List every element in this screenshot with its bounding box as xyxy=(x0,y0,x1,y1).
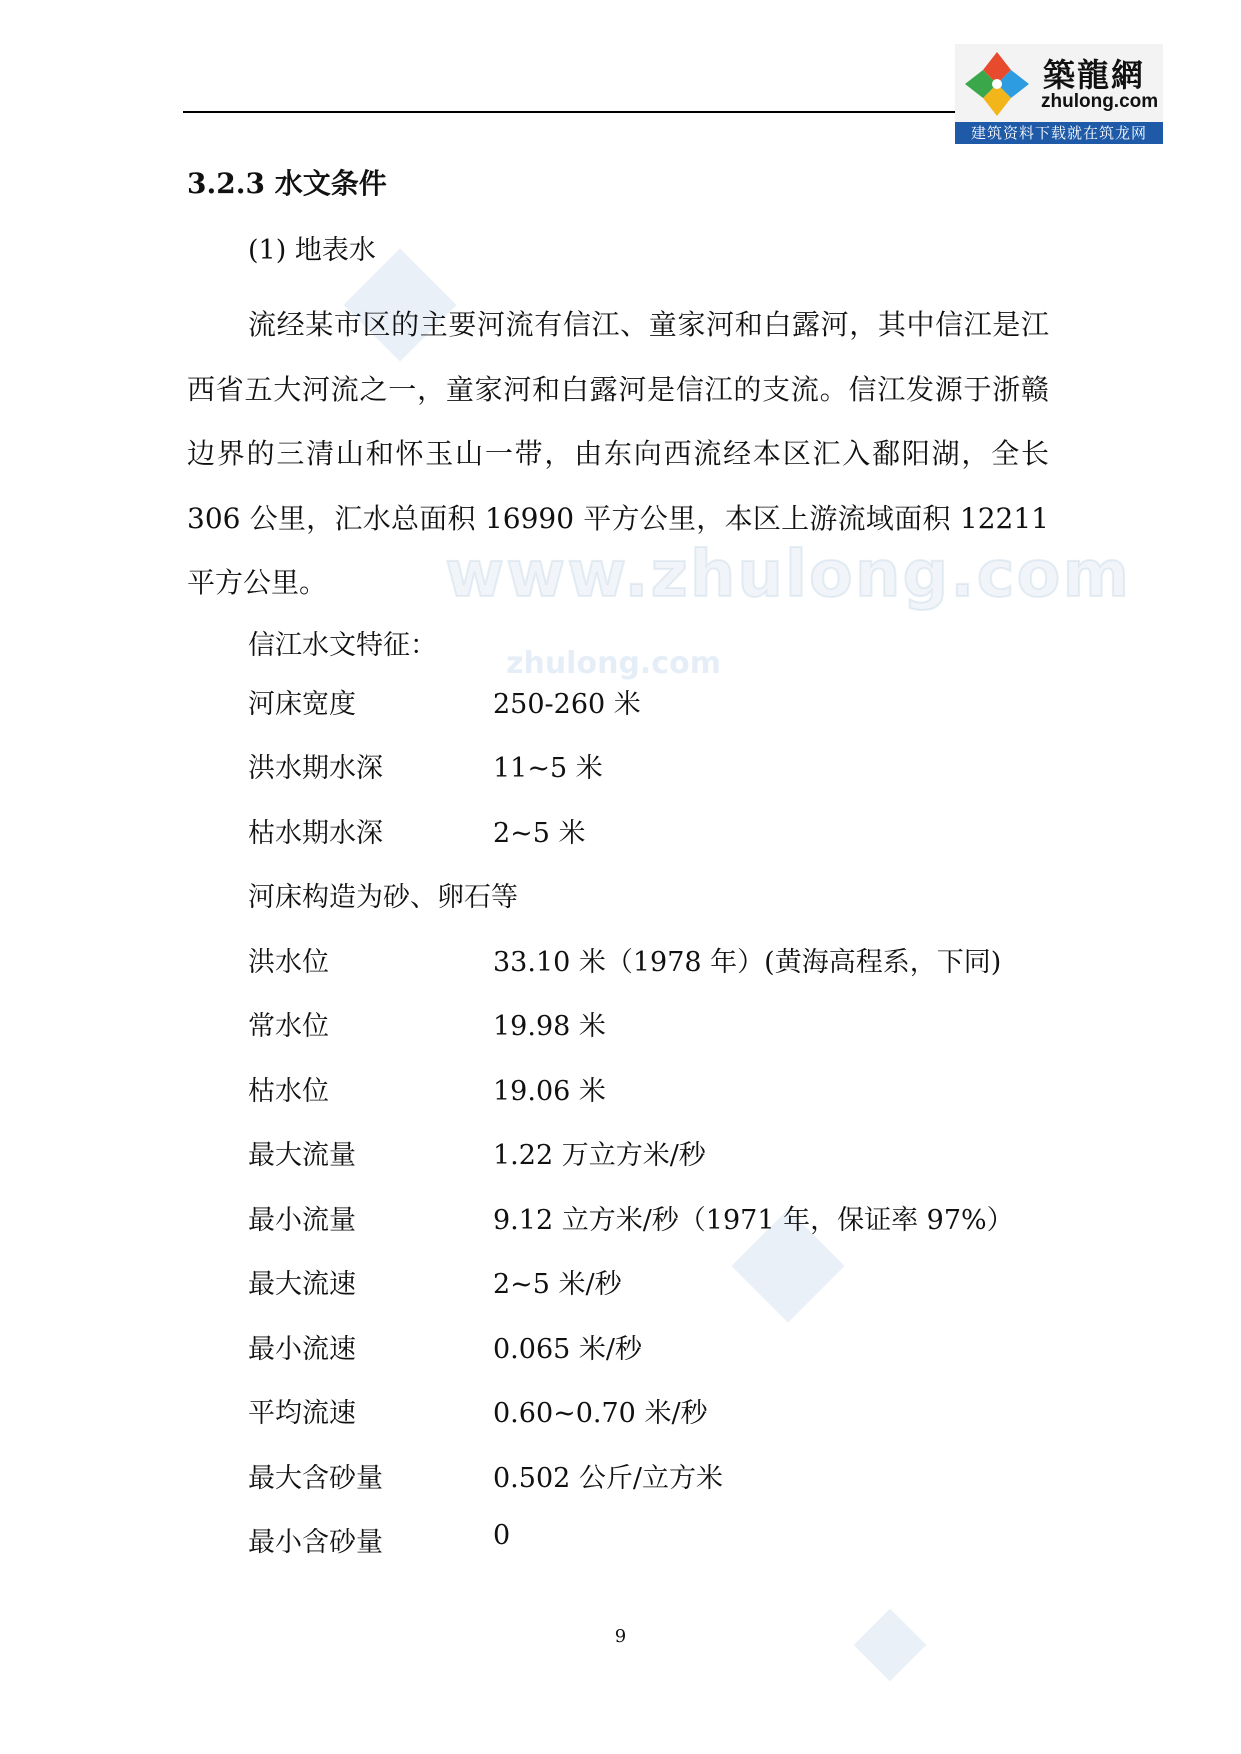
property-value: 9.12 立方米/秒（1971 年，保证率 97%） xyxy=(493,1205,1014,1236)
property-label: 河床宽度 xyxy=(248,689,356,720)
logo-box xyxy=(955,44,1163,122)
property-label: 平均流速 xyxy=(248,1398,356,1429)
property-label: 最大流量 xyxy=(248,1140,356,1171)
property-value: 2~5 米/秒 xyxy=(493,1269,622,1300)
property-value: 0.502 公斤/立方米 xyxy=(493,1463,723,1494)
watermark-url: www.zhulong.com xyxy=(445,538,1132,612)
header-rule xyxy=(183,111,963,113)
property-label: 洪水期水深 xyxy=(248,753,383,784)
property-label: 常水位 xyxy=(248,1011,329,1042)
property-value: 33.10 米（1978 年）(黄海高程系，下同) xyxy=(493,947,1002,978)
logo-domain: zhulong.com xyxy=(1041,91,1159,112)
watermark-url-small: zhulong.com xyxy=(506,646,721,681)
property-label: 最大含砂量 xyxy=(248,1463,383,1494)
body-paragraph xyxy=(187,293,1049,616)
zhulong-logo xyxy=(955,44,1163,144)
subsection-heading: (1) 地表水 xyxy=(248,235,376,266)
logo-banner: 建筑资料下载就在筑龙网 xyxy=(955,122,1163,144)
property-label: 枯水位 xyxy=(248,1076,329,1107)
property-value: 2~5 米 xyxy=(493,818,586,849)
property-value: 0 xyxy=(493,1520,511,1551)
property-label: 洪水位 xyxy=(248,947,329,978)
property-value: 1.22 万立方米/秒 xyxy=(493,1140,706,1171)
features-title: 信江水文特征： xyxy=(248,630,437,661)
riverbed-note: 河床构造为砂、卵石等 xyxy=(248,882,518,913)
property-label: 最大流速 xyxy=(248,1269,356,1300)
property-label: 最小流速 xyxy=(248,1334,356,1365)
section-heading: 3.2.3 水文条件 xyxy=(187,167,387,200)
property-value: 11~5 米 xyxy=(493,753,603,784)
property-value: 19.98 米 xyxy=(493,1011,606,1042)
logo-chinese-name: 築龍網 xyxy=(1043,56,1146,94)
pinwheel-logo-icon xyxy=(961,48,1033,120)
property-label: 最小含砂量 xyxy=(248,1527,383,1558)
page-number: 9 xyxy=(614,1626,627,1647)
property-value: 19.06 米 xyxy=(493,1076,606,1107)
property-value: 0.60~0.70 米/秒 xyxy=(493,1398,708,1429)
property-value: 250-260 米 xyxy=(493,689,641,720)
property-value: 0.065 米/秒 xyxy=(493,1334,642,1365)
property-label: 最小流量 xyxy=(248,1205,356,1236)
property-label: 枯水期水深 xyxy=(248,818,383,849)
paragraph-text: 流经某市区的主要河流有信江、童家河和白露河，其中信江是江西省五大河流之一，童家河和白露河是信江的支流。信江发源于浙赣边界的三清山和怀玉山一带，由东向西流经本区汇入鄱阳湖，全长306 公里，汇水总面积 16990 平方公里，本区上游流域面积 12211 平方公里。 xyxy=(187,308,1049,599)
